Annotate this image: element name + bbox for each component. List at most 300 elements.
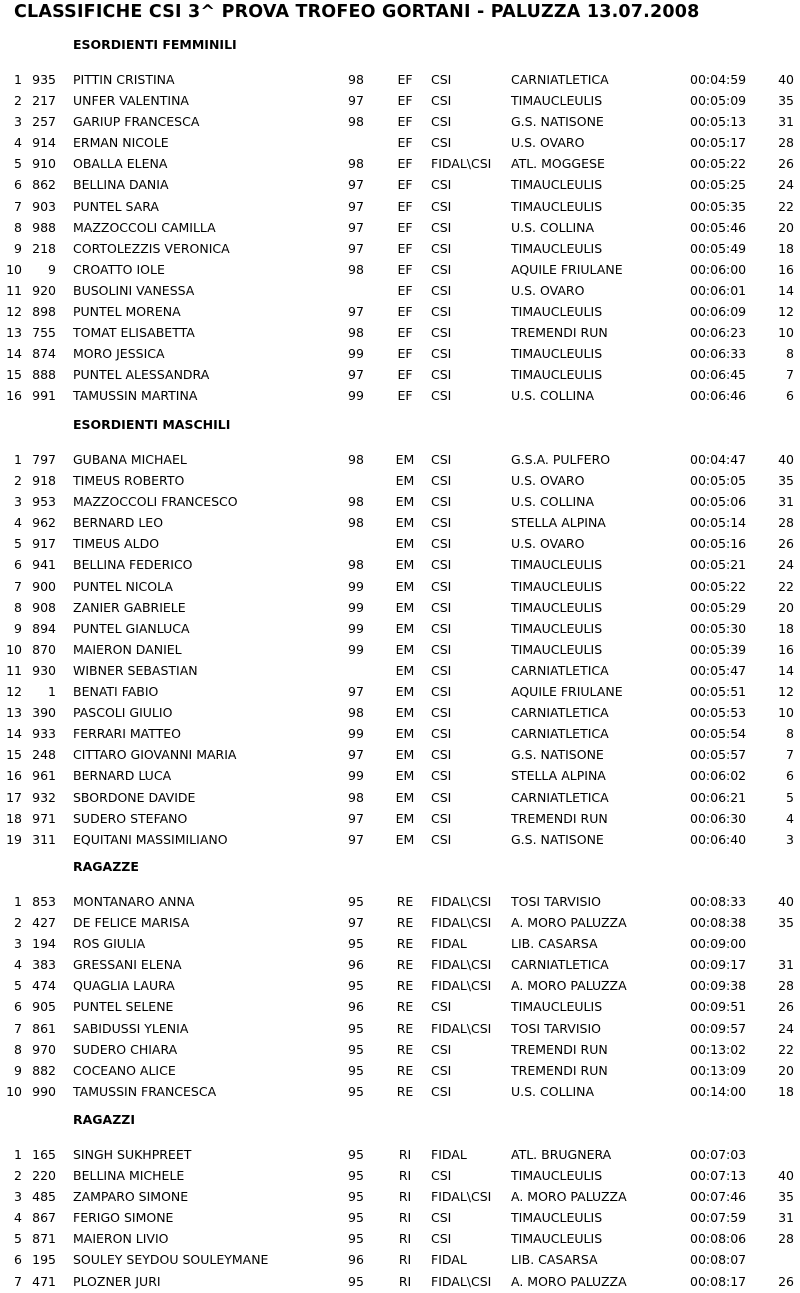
finish-time: 00:05:30 <box>690 620 747 636</box>
position: 7 <box>14 578 22 594</box>
result-row <box>0 1081 800 1102</box>
birth-year: 97 <box>348 684 364 700</box>
category: EF <box>397 261 413 277</box>
club: A. MORO PALUZZA <box>511 915 627 931</box>
birth-year: 99 <box>348 388 364 404</box>
category: EM <box>395 831 415 847</box>
federation: CSI <box>431 747 452 763</box>
result-row <box>0 891 800 912</box>
club: LIB. CASARSA <box>511 1252 598 1268</box>
birth-year: 99 <box>348 620 364 636</box>
position: 1 <box>14 1147 22 1162</box>
finish-time: 00:07:13 <box>690 1168 747 1184</box>
position: 12 <box>6 304 22 320</box>
category: EF <box>397 346 413 362</box>
federation: FIDAL <box>431 1147 467 1162</box>
birth-year: 96 <box>348 1252 364 1268</box>
position: 4 <box>14 515 22 531</box>
position: 10 <box>6 1083 22 1099</box>
category: RI <box>398 1252 412 1268</box>
birth-year: 98 <box>348 452 364 467</box>
finish-time: 00:06:21 <box>690 789 747 805</box>
points: 31 <box>778 494 794 510</box>
club: TIMAUCLEULIS <box>511 599 603 615</box>
club: G.S. NATISONE <box>511 114 604 130</box>
bib-number: 920 <box>32 282 56 298</box>
birth-year: 95 <box>348 936 364 952</box>
finish-time: 00:07:59 <box>690 1210 747 1226</box>
athlete-name: FERIGO SIMONE <box>73 1210 174 1226</box>
category: EF <box>397 72 413 87</box>
birth-year: 95 <box>348 1147 364 1162</box>
athlete-name: SUDERO STEFANO <box>73 810 188 826</box>
category: EM <box>395 599 415 615</box>
category: RI <box>398 1210 412 1226</box>
federation: CSI <box>431 72 452 87</box>
results-list <box>0 449 800 850</box>
category: EF <box>397 93 413 109</box>
category: EM <box>395 810 415 826</box>
athlete-name: SINGH SUKHPREET <box>73 1147 192 1162</box>
category: EF <box>397 156 413 172</box>
category: EM <box>395 557 415 573</box>
federation: CSI <box>431 831 452 847</box>
athlete-name: PITTIN CRISTINA <box>73 72 175 87</box>
position: 4 <box>14 957 22 973</box>
points: 6 <box>786 388 794 404</box>
finish-time: 00:06:02 <box>690 768 747 784</box>
club: CARNIATLETICA <box>511 662 609 678</box>
athlete-name: BERNARD LEO <box>73 515 164 531</box>
athlete-name: PUNTEL NICOLA <box>73 578 173 594</box>
position: 12 <box>6 684 22 700</box>
bib-number: 874 <box>32 346 56 362</box>
federation: CSI <box>431 620 452 636</box>
position: 4 <box>14 1210 22 1226</box>
finish-time: 00:05:49 <box>690 240 747 256</box>
bib-number: 165 <box>32 1147 56 1162</box>
result-row <box>0 996 800 1017</box>
result-row <box>0 597 800 618</box>
athlete-name: PUNTEL SELENE <box>73 999 174 1015</box>
club: TIMAUCLEULIS <box>511 620 603 636</box>
bib-number: 918 <box>32 473 56 489</box>
bib-number: 991 <box>32 388 56 404</box>
section-title: ESORDIENTI MASCHILI <box>73 417 231 432</box>
athlete-name: TAMUSSIN FRANCESCA <box>73 1083 217 1099</box>
birth-year: 98 <box>348 325 364 341</box>
athlete-name: COCEANO ALICE <box>73 1062 176 1078</box>
position: 14 <box>6 726 22 742</box>
birth-year: 99 <box>348 726 364 742</box>
club: ATL. BRUGNERA <box>511 1147 612 1162</box>
bib-number: 853 <box>32 894 56 909</box>
position: 5 <box>14 536 22 552</box>
finish-time: 00:05:17 <box>690 135 747 151</box>
finish-time: 00:05:51 <box>690 684 747 700</box>
birth-year: 95 <box>348 1189 364 1205</box>
federation: CSI <box>431 452 452 467</box>
result-row <box>0 111 800 132</box>
points: 28 <box>778 135 794 151</box>
result-row <box>0 1249 800 1270</box>
federation: CSI <box>431 684 452 700</box>
birth-year: 97 <box>348 810 364 826</box>
finish-time: 00:05:54 <box>690 726 747 742</box>
birth-year: 95 <box>348 1062 364 1078</box>
result-row <box>0 238 800 259</box>
birth-year: 98 <box>348 114 364 130</box>
club: A. MORO PALUZZA <box>511 978 627 994</box>
category: EM <box>395 536 415 552</box>
result-row <box>0 259 800 280</box>
points: 7 <box>786 367 794 383</box>
finish-time: 00:08:06 <box>690 1231 747 1247</box>
finish-time: 00:04:47 <box>690 452 747 467</box>
club: TIMAUCLEULIS <box>511 346 603 362</box>
finish-time: 00:05:16 <box>690 536 747 552</box>
finish-time: 00:06:46 <box>690 388 747 404</box>
result-row <box>0 533 800 554</box>
results-list <box>0 69 800 407</box>
athlete-name: FERRARI MATTEO <box>73 726 182 742</box>
position: 10 <box>6 261 22 277</box>
points: 35 <box>778 915 794 931</box>
federation: CSI <box>431 304 452 320</box>
club: AQUILE FRIULANE <box>511 261 623 277</box>
club: U.S. COLLINA <box>511 1083 595 1099</box>
athlete-name: TOMAT ELISABETTA <box>73 325 195 341</box>
result-row <box>0 576 800 597</box>
category: EM <box>395 684 415 700</box>
bib-number: 962 <box>32 515 56 531</box>
finish-time: 00:05:25 <box>690 177 747 193</box>
position: 1 <box>14 452 22 467</box>
bib-number: 471 <box>32 1273 56 1289</box>
category: RE <box>396 894 414 909</box>
federation: FIDAL\CSI <box>431 894 492 909</box>
federation: FIDAL\CSI <box>431 156 492 172</box>
club: TIMAUCLEULIS <box>511 177 603 193</box>
points: 16 <box>778 641 794 657</box>
federation: CSI <box>431 536 452 552</box>
athlete-name: GUBANA MICHAEL <box>73 452 187 467</box>
club: CARNIATLETICA <box>511 705 609 721</box>
athlete-name: MORO JESSICA <box>73 346 165 362</box>
federation: CSI <box>431 1083 452 1099</box>
category: EF <box>397 135 413 151</box>
federation: CSI <box>431 999 452 1015</box>
athlete-name: BELLINA MICHELE <box>73 1168 185 1184</box>
position: 11 <box>6 662 22 678</box>
bib-number: 908 <box>32 599 56 615</box>
category: EF <box>397 388 413 404</box>
bib-number: 867 <box>32 1210 56 1226</box>
birth-year: 99 <box>348 768 364 784</box>
category: RI <box>398 1147 412 1162</box>
category: EM <box>395 452 415 467</box>
club: TOSI TARVISIO <box>511 894 601 909</box>
position: 13 <box>6 325 22 341</box>
bib-number: 894 <box>32 620 56 636</box>
result-row <box>0 639 800 660</box>
club: ATL. MOGGESE <box>511 156 605 172</box>
points: 18 <box>778 620 794 636</box>
result-row <box>0 1144 800 1165</box>
club: A. MORO PALUZZA <box>511 1189 627 1205</box>
club: LIB. CASARSA <box>511 936 598 952</box>
bib-number: 383 <box>32 957 56 973</box>
position: 6 <box>14 1252 22 1268</box>
bib-number: 195 <box>32 1252 56 1268</box>
position: 17 <box>6 789 22 805</box>
category: RE <box>396 1041 414 1057</box>
club: TIMAUCLEULIS <box>511 198 603 214</box>
club: TOSI TARVISIO <box>511 1020 601 1036</box>
club: TREMENDI RUN <box>511 1041 608 1057</box>
federation: CSI <box>431 1041 452 1057</box>
result-row <box>0 1039 800 1060</box>
athlete-name: DE FELICE MARISA <box>73 915 190 931</box>
category: RE <box>396 1062 414 1078</box>
points: 24 <box>778 1020 794 1036</box>
birth-year: 99 <box>348 641 364 657</box>
bib-number: 797 <box>32 452 56 467</box>
position: 15 <box>6 367 22 383</box>
bib-number: 217 <box>32 93 56 109</box>
birth-year: 98 <box>348 494 364 510</box>
position: 3 <box>14 936 22 952</box>
result-row <box>0 1186 800 1207</box>
birth-year: 95 <box>348 1020 364 1036</box>
club: U.S. OVARO <box>511 135 585 151</box>
club: TIMAUCLEULIS <box>511 1231 603 1247</box>
bib-number: 971 <box>32 810 56 826</box>
category: RI <box>398 1189 412 1205</box>
position: 9 <box>14 620 22 636</box>
position: 7 <box>14 1020 22 1036</box>
category: EM <box>395 662 415 678</box>
bib-number: 862 <box>32 177 56 193</box>
position: 8 <box>14 599 22 615</box>
finish-time: 00:05:29 <box>690 599 747 615</box>
athlete-name: BELLINA DANIA <box>73 177 169 193</box>
category: EF <box>397 219 413 235</box>
finish-time: 00:05:53 <box>690 705 747 721</box>
result-row <box>0 829 800 850</box>
points: 24 <box>778 557 794 573</box>
finish-time: 00:05:14 <box>690 515 747 531</box>
points: 26 <box>778 1273 794 1289</box>
result-row <box>0 554 800 575</box>
federation: CSI <box>431 662 452 678</box>
athlete-name: BELLINA FEDERICO <box>73 557 193 573</box>
birth-year: 97 <box>348 240 364 256</box>
position: 3 <box>14 114 22 130</box>
club: G.S. NATISONE <box>511 831 604 847</box>
finish-time: 00:05:35 <box>690 198 747 214</box>
federation: CSI <box>431 1210 452 1226</box>
club: TIMAUCLEULIS <box>511 240 603 256</box>
finish-time: 00:07:03 <box>690 1147 747 1162</box>
result-row <box>0 933 800 954</box>
bib-number: 900 <box>32 578 56 594</box>
points: 31 <box>778 114 794 130</box>
result-row <box>0 385 800 406</box>
finish-time: 00:07:46 <box>690 1189 747 1205</box>
result-row <box>0 660 800 681</box>
finish-time: 00:06:30 <box>690 810 747 826</box>
finish-time: 00:06:01 <box>690 282 747 298</box>
category: RE <box>396 915 414 931</box>
category: EF <box>397 177 413 193</box>
points: 12 <box>778 684 794 700</box>
federation: CSI <box>431 282 452 298</box>
position: 15 <box>6 747 22 763</box>
federation: CSI <box>431 346 452 362</box>
federation: CSI <box>431 810 452 826</box>
position: 1 <box>14 894 22 909</box>
finish-time: 00:05:06 <box>690 494 747 510</box>
club: U.S. COLLINA <box>511 219 595 235</box>
athlete-name: MAZZOCCOLI FRANCESCO <box>73 494 238 510</box>
bib-number: 917 <box>32 536 56 552</box>
position: 5 <box>14 1231 22 1247</box>
federation: FIDAL\CSI <box>431 1020 492 1036</box>
club: TIMAUCLEULIS <box>511 367 603 383</box>
finish-time: 00:13:09 <box>690 1062 747 1078</box>
athlete-name: TIMEUS ROBERTO <box>73 473 185 489</box>
category: EM <box>395 747 415 763</box>
federation: FIDAL\CSI <box>431 978 492 994</box>
club: CARNIATLETICA <box>511 726 609 742</box>
points: 22 <box>778 198 794 214</box>
federation: CSI <box>431 726 452 742</box>
category: EM <box>395 578 415 594</box>
points: 22 <box>778 1041 794 1057</box>
position: 11 <box>6 282 22 298</box>
category: EM <box>395 473 415 489</box>
result-row <box>0 217 800 238</box>
finish-time: 00:09:57 <box>690 1020 747 1036</box>
bib-number: 914 <box>32 135 56 151</box>
club: STELLA ALPINA <box>511 515 606 531</box>
bib-number: 988 <box>32 219 56 235</box>
federation: CSI <box>431 114 452 130</box>
result-row <box>0 196 800 217</box>
position: 7 <box>14 1273 22 1289</box>
result-row <box>0 343 800 364</box>
finish-time: 00:09:51 <box>690 999 747 1015</box>
finish-time: 00:09:00 <box>690 936 747 952</box>
category: EF <box>397 367 413 383</box>
federation: FIDAL\CSI <box>431 1189 492 1205</box>
position: 6 <box>14 557 22 573</box>
position: 2 <box>14 1168 22 1184</box>
finish-time: 00:06:45 <box>690 367 747 383</box>
position: 14 <box>6 346 22 362</box>
athlete-name: PUNTEL SARA <box>73 198 159 214</box>
bib-number: 903 <box>32 198 56 214</box>
athlete-name: CORTOLEZZIS VERONICA <box>73 240 230 256</box>
points: 28 <box>778 1231 794 1247</box>
points: 31 <box>778 1210 794 1226</box>
section-title: RAGAZZE <box>73 859 139 874</box>
position: 1 <box>14 72 22 87</box>
club: TIMAUCLEULIS <box>511 304 603 320</box>
bib-number: 970 <box>32 1041 56 1057</box>
finish-time: 00:08:07 <box>690 1252 747 1268</box>
bib-number: 9 <box>48 261 56 277</box>
club: U.S. COLLINA <box>511 494 595 510</box>
birth-year: 95 <box>348 1083 364 1099</box>
club: TREMENDI RUN <box>511 325 608 341</box>
position: 9 <box>14 1062 22 1078</box>
points: 20 <box>778 1062 794 1078</box>
result-row <box>0 681 800 702</box>
birth-year: 97 <box>348 304 364 320</box>
result-row <box>0 765 800 786</box>
finish-time: 00:05:22 <box>690 578 747 594</box>
result-row <box>0 132 800 153</box>
bib-number: 930 <box>32 662 56 678</box>
results-list <box>0 1144 800 1292</box>
birth-year: 97 <box>348 177 364 193</box>
club: CARNIATLETICA <box>511 72 609 87</box>
result-row <box>0 975 800 996</box>
athlete-name: BERNARD LUCA <box>73 768 172 784</box>
bib-number: 248 <box>32 747 56 763</box>
athlete-name: ERMAN NICOLE <box>73 135 169 151</box>
finish-time: 00:08:17 <box>690 1273 747 1289</box>
finish-time: 00:05:39 <box>690 641 747 657</box>
birth-year: 98 <box>348 261 364 277</box>
result-row <box>0 322 800 343</box>
federation: CSI <box>431 557 452 573</box>
category: EF <box>397 282 413 298</box>
points: 22 <box>778 578 794 594</box>
category: EM <box>395 641 415 657</box>
position: 6 <box>14 999 22 1015</box>
points: 20 <box>778 599 794 615</box>
category: RE <box>396 936 414 952</box>
result-row <box>0 301 800 322</box>
athlete-name: EQUITANI MASSIMILIANO <box>73 831 228 847</box>
birth-year: 98 <box>348 557 364 573</box>
athlete-name: ROS GIULIA <box>73 936 146 952</box>
result-row <box>0 912 800 933</box>
federation: CSI <box>431 578 452 594</box>
club: CARNIATLETICA <box>511 957 609 973</box>
athlete-name: BENATI FABIO <box>73 684 159 700</box>
birth-year: 95 <box>348 978 364 994</box>
birth-year: 95 <box>348 1231 364 1247</box>
position: 19 <box>6 831 22 847</box>
position: 10 <box>6 641 22 657</box>
birth-year: 97 <box>348 93 364 109</box>
result-row <box>0 512 800 533</box>
federation: CSI <box>431 494 452 510</box>
birth-year: 97 <box>348 747 364 763</box>
birth-year: 98 <box>348 705 364 721</box>
result-row <box>0 1165 800 1186</box>
position: 3 <box>14 494 22 510</box>
club: U.S. OVARO <box>511 473 585 489</box>
position: 2 <box>14 915 22 931</box>
points: 28 <box>778 515 794 531</box>
federation: CSI <box>431 177 452 193</box>
category: EF <box>397 198 413 214</box>
